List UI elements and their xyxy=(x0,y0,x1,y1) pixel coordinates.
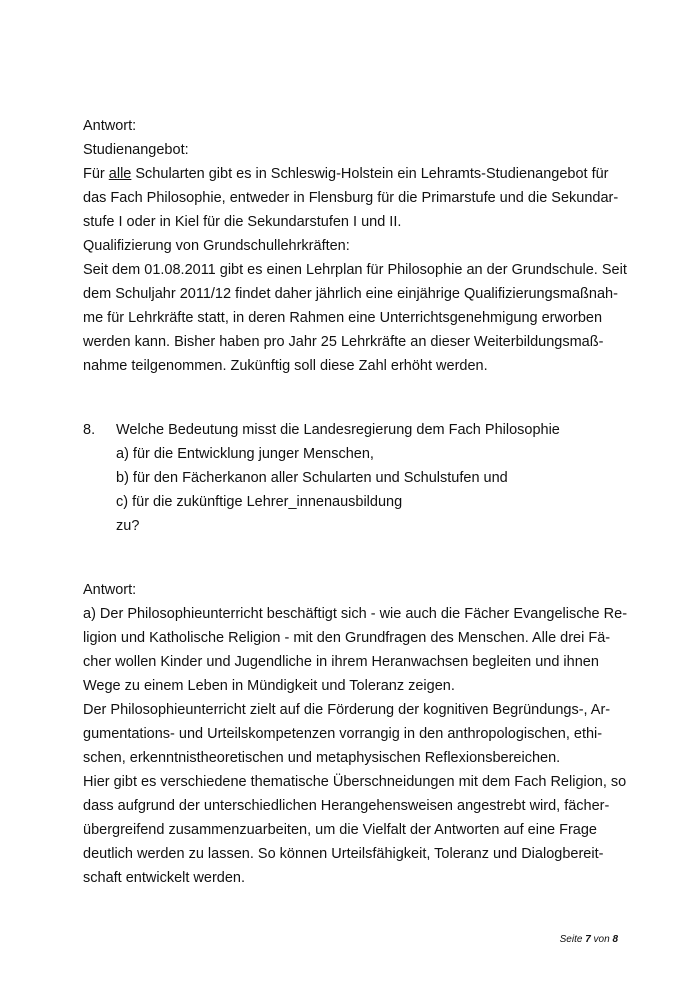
page-number: Seite 7 von 8 xyxy=(559,934,618,945)
paragraph-line: nahme teilgenommen. Zukünftig soll diese Zahl erhöht werden. xyxy=(83,358,488,374)
answer-1 xyxy=(83,114,627,378)
paragraph-line: dass aufgrund der unterschiedlichen Herangehensweisen angestrebt wird, fächer- xyxy=(83,798,610,814)
answer-label: Antwort: xyxy=(83,582,137,598)
paragraph-line: schaft entwickelt werden. xyxy=(83,870,245,886)
paragraph-line: ligion und Katholische Religion - mit den Grundfragen des Menschen. Alle drei Fä- xyxy=(83,630,611,646)
paragraph-line: schen, erkenntnistheoretischen und metaphysischen Reflexionsbereichen. xyxy=(83,750,561,766)
underlined-word: alle xyxy=(108,166,132,182)
question-line: c) für die zukünftige Lehrer_innenausbildung xyxy=(116,494,403,510)
answer-2 xyxy=(83,578,628,890)
paragraph-line: Der Philosophieunterricht zielt auf die Förderung der kognitiven Begründungs-, Ar- xyxy=(83,702,611,718)
paragraph-line: das Fach Philosophie, entweder in Flensburg für die Primarstufe und die Sekundar- xyxy=(83,190,619,206)
question-line: b) für den Fächerkanon aller Schularten und Schulstufen und xyxy=(116,470,508,486)
paragraph-line: deutlich werden zu lassen. So können Urteilsfähigkeit, Toleranz und Dialogbereit- xyxy=(83,846,604,862)
answer-label: Antwort: xyxy=(83,118,137,134)
paragraph-line: übergreifend zusammenzuarbeiten, um die Vielfalt der Antworten auf eine Frage xyxy=(83,822,597,838)
paragraph-line: werden kann. Bisher haben pro Jahr 25 Lehrkräfte an dieser Weiterbildungsmaß- xyxy=(83,334,604,350)
question-line: Welche Bedeutung misst die Landesregierung dem Fach Philosophie xyxy=(116,422,560,438)
paragraph-line: Für alle Schularten gibt es in Schleswig-Holstein ein Lehramts-Studienangebot für xyxy=(83,166,609,182)
paragraph-line: Seit dem 01.08.2011 gibt es einen Lehrplan für Philosophie an der Grundschule. Seit xyxy=(83,262,627,278)
question-line: zu? xyxy=(116,518,140,534)
question-line: a) für die Entwicklung junger Menschen, xyxy=(116,446,374,462)
question-8 xyxy=(116,418,560,538)
question-number: 8. xyxy=(83,422,96,438)
paragraph-line: a) Der Philosophieunterricht beschäftigt sich - wie auch die Fächer Evangelische Re- xyxy=(83,606,628,622)
paragraph-line: gumentations- und Urteilskompetenzen vorrangig in den anthropologischen, ethi- xyxy=(83,726,603,742)
paragraph-line: dem Schuljahr 2011/12 findet daher jährlich eine einjährige Qualifizierungsmaßnah- xyxy=(83,286,618,302)
paragraph-line: Wege zu einem Leben in Mündigkeit und Toleranz zeigen. xyxy=(83,678,455,694)
paragraph-line: Hier gibt es verschiedene thematische Überschneidungen mit dem Fach Religion, so xyxy=(83,774,627,790)
paragraph-line: cher wollen Kinder und Jugendliche in ihrem Heranwachsen begleiten und ihnen xyxy=(83,654,599,670)
subheading-studienangebot: Studienangebot: xyxy=(83,142,189,158)
subheading-qualifizierung: Qualifizierung von Grundschullehrkräften: xyxy=(83,238,350,254)
paragraph-line: me für Lehrkräfte statt, in deren Rahmen eine Unterrichtsgenehmigung erworben xyxy=(83,310,603,326)
paragraph-line: stufe I oder in Kiel für die Sekundarstufen I und II. xyxy=(83,214,402,230)
